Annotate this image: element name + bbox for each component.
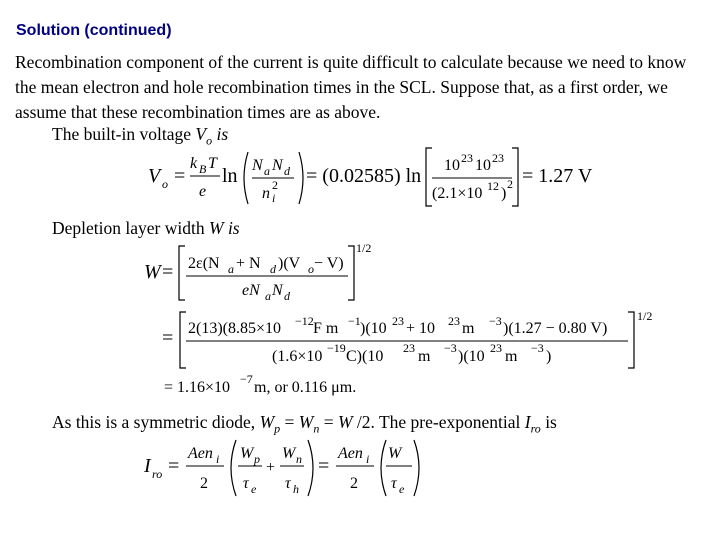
depletion-lead-text: Depletion layer width bbox=[52, 218, 209, 238]
vo-num-sup1: 23 bbox=[461, 151, 473, 165]
iro-te2-sub: e bbox=[399, 482, 405, 496]
w2-den-end: ) bbox=[546, 348, 552, 365]
w3-tail: m, or 0.116 μm. bbox=[254, 379, 357, 396]
iro-frac1-num: Aen bbox=[188, 445, 213, 462]
w2-num-exp3: 23 bbox=[392, 314, 404, 328]
iro-right-paren-2 bbox=[414, 440, 419, 496]
symmetric-sub-p: p bbox=[274, 421, 281, 436]
depletion-symbol: W bbox=[208, 218, 224, 238]
vo-den: (2.1×10 bbox=[432, 185, 483, 202]
depletion-tail-text: is bbox=[223, 218, 240, 238]
symmetric-eq-1: = bbox=[280, 412, 299, 432]
symmetric-sub-n: n bbox=[313, 421, 320, 436]
w1-lhs: W bbox=[144, 261, 161, 283]
vo-ni-sup: 2 bbox=[272, 178, 278, 192]
w1-num: 2ε(N bbox=[188, 255, 220, 272]
iro-wn-sub: n bbox=[296, 452, 302, 466]
symmetric-eq-2: = bbox=[319, 412, 338, 432]
w2-num-mid3: + 10 bbox=[406, 320, 436, 337]
symmetric-text-1: As this is a symmetric diode, bbox=[52, 412, 260, 432]
iro-equation bbox=[143, 440, 419, 496]
symmetric-text-2: /2. The pre-exponential bbox=[352, 412, 525, 432]
w2-num: 2(13)(8.85×10 bbox=[188, 320, 282, 337]
w2-den-exp3: −3 bbox=[444, 341, 457, 355]
vo-Na-sub: a bbox=[264, 164, 270, 178]
iro-left-paren-2 bbox=[381, 440, 386, 496]
vo-Na: N bbox=[252, 157, 263, 174]
vo-kb-sub: B bbox=[199, 162, 207, 176]
w2-num-exp4: 23 bbox=[448, 314, 460, 328]
builtin-tail-text: is bbox=[212, 124, 229, 144]
w2-num-mid2: )(10 bbox=[360, 320, 387, 337]
w1-den-a: a bbox=[265, 289, 271, 303]
iro-wp: W bbox=[240, 445, 254, 462]
symmetric-math-wn: W bbox=[298, 412, 314, 432]
w2-den-exp2: 23 bbox=[403, 341, 415, 355]
vo-e: e bbox=[199, 183, 207, 200]
vo-lhs-sub: o bbox=[162, 177, 168, 191]
w1-den-d: d bbox=[284, 289, 290, 303]
vo-den-close: ) bbox=[501, 185, 507, 202]
w1-num-end: − V) bbox=[314, 255, 344, 272]
w2-num-end: )(1.27 − 0.80 V) bbox=[503, 320, 608, 337]
vo-den-sq: 2 bbox=[507, 177, 513, 191]
vo-num2: 10 bbox=[475, 157, 491, 174]
w1-num-o: o bbox=[308, 262, 314, 276]
vo-kb: k bbox=[190, 155, 198, 172]
w2-num-exp5: −3 bbox=[489, 314, 502, 328]
w2-den-mid2: m bbox=[418, 348, 431, 365]
w2-num-exp1: −12 bbox=[295, 314, 314, 328]
w2-den-exp4: 23 bbox=[490, 341, 502, 355]
w2-den-exp5: −3 bbox=[531, 341, 544, 355]
vo-num: 10 bbox=[444, 157, 460, 174]
symmetric-math-w: W bbox=[337, 412, 353, 432]
w2-power: 1/2 bbox=[637, 309, 653, 323]
iro-w: W bbox=[388, 445, 402, 462]
w1-num-plus: + N bbox=[236, 255, 261, 272]
iro-wp-sub: p bbox=[254, 452, 260, 466]
w2-den-mid4: m bbox=[505, 348, 518, 365]
iro-lhs: I bbox=[144, 455, 151, 477]
iro-equals: = bbox=[168, 455, 180, 477]
iro-frac2-den: 2 bbox=[350, 475, 358, 492]
iro-plus: + bbox=[266, 459, 276, 476]
iro-frac1-den: 2 bbox=[200, 475, 208, 492]
iro-th: τ bbox=[285, 475, 291, 492]
iro-lhs-sub: ro bbox=[152, 467, 163, 481]
vo-num-sup2: 23 bbox=[492, 151, 504, 165]
iro-te-sub: e bbox=[251, 482, 257, 496]
symmetric-math-wp: W bbox=[259, 412, 275, 432]
vo-Nd: N bbox=[272, 157, 283, 174]
w2-den: (1.6×10 bbox=[272, 348, 323, 365]
iro-frac2-num: Aen bbox=[338, 445, 363, 462]
symmetric-math-iro: I bbox=[524, 412, 531, 432]
iro-frac2-num-sub: i bbox=[366, 452, 370, 466]
iro-te2: τ bbox=[391, 475, 397, 492]
builtin-symbol: V bbox=[195, 124, 207, 144]
w3-text: = 1.16×10 bbox=[164, 379, 231, 396]
w2-equals: = bbox=[162, 327, 174, 349]
symmetric-text-3: is bbox=[540, 412, 557, 432]
intro-paragraph: Recombination component of the current is quite difficult to calculate because we need to know the mean electron and hole recombination times in the SCL. Suppose that, as a first order, we assume that these recombination times are as above. bbox=[15, 52, 687, 122]
vo-equals: = bbox=[174, 165, 186, 187]
vo-result: = 1.27 V bbox=[522, 165, 593, 187]
w1-num-a: a bbox=[228, 262, 234, 276]
vo-ln: ln bbox=[222, 165, 238, 187]
vo-ni: n bbox=[262, 185, 270, 202]
w1-num-d: d bbox=[270, 262, 276, 276]
builtin-sub: o bbox=[206, 133, 213, 148]
vo-mid: = (0.02585) ln bbox=[306, 165, 422, 187]
vo-T: T bbox=[208, 155, 217, 172]
w2-den-exp1: −19 bbox=[327, 341, 346, 355]
vo-den-sup: 12 bbox=[487, 179, 499, 193]
vo-ni-sub: i bbox=[272, 191, 276, 205]
w1-den-e: eN bbox=[242, 282, 260, 299]
iro-wn: W bbox=[282, 445, 296, 462]
iro-right-paren-1 bbox=[308, 440, 313, 496]
vo-Nd-sub: d bbox=[284, 164, 290, 178]
w2-den-mid1: C)(10 bbox=[346, 348, 384, 365]
iro-th-sub: h bbox=[293, 482, 299, 496]
iro-frac1-num-sub: i bbox=[216, 452, 220, 466]
w1-equals: = bbox=[162, 261, 174, 283]
iro-equals2: = bbox=[318, 455, 330, 477]
symmetric-sub-ro: ro bbox=[530, 421, 541, 436]
iro-te: τ bbox=[243, 475, 249, 492]
w2-num-mid4: m bbox=[462, 320, 475, 337]
vo-lhs: V bbox=[148, 165, 161, 187]
w1-power: 1/2 bbox=[356, 241, 372, 255]
w1-den-n: N bbox=[272, 282, 283, 299]
slide-title: Solution (continued) bbox=[16, 22, 172, 39]
w2-den-mid3: )(10 bbox=[458, 348, 485, 365]
w2-num-exp2: −1 bbox=[348, 314, 361, 328]
builtin-lead-text: The built-in voltage bbox=[52, 124, 196, 144]
iro-left-paren-1 bbox=[231, 440, 236, 496]
w1-num-mid: )(V bbox=[278, 255, 301, 272]
w3-exp: −7 bbox=[240, 372, 253, 386]
w2-num-mid1: F m bbox=[313, 320, 339, 337]
